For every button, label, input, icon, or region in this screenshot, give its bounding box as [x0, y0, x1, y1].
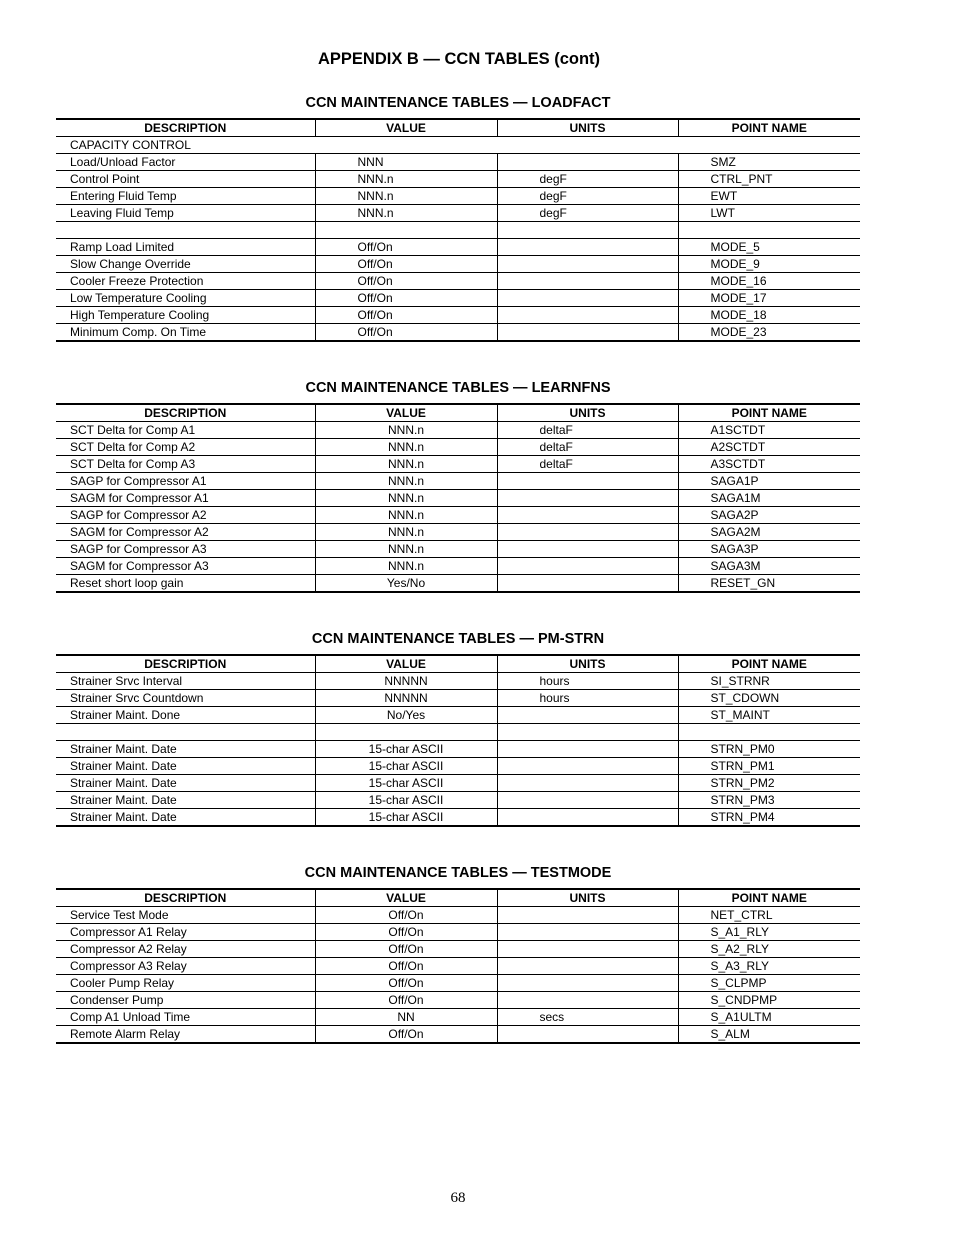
cell-description: Leaving Fluid Temp [56, 205, 315, 222]
cell-units [497, 758, 678, 775]
header-point-name: POINT NAME [678, 655, 860, 673]
cell-value: NNN.n [315, 558, 497, 575]
cell-value: No/Yes [315, 707, 497, 724]
header-description: DESCRIPTION [144, 406, 227, 420]
cell-value: Off/On [315, 290, 497, 307]
cell-value: Off/On [315, 924, 497, 941]
cell-description: Service Test Mode [56, 907, 315, 924]
cell-units [497, 558, 678, 575]
cell-description: High Temperature Cooling [56, 307, 315, 324]
table-row [56, 975, 860, 992]
table-row [56, 941, 860, 958]
section-loadfact [56, 92, 860, 342]
table-row [56, 809, 860, 827]
table-row [56, 188, 860, 205]
cell-description: Strainer Maint. Date [56, 809, 315, 827]
cell-units [497, 958, 678, 975]
cell-point-name: A2SCTDT [678, 439, 860, 456]
cell-description: SCT Delta for Comp A2 [56, 439, 315, 456]
header-description: DESCRIPTION [144, 121, 227, 135]
cell-units: degF [497, 205, 678, 222]
cell-point-name: S_A1_RLY [678, 924, 860, 941]
page-number: 68 [450, 1190, 466, 1206]
cell-units [497, 907, 678, 924]
table-row [56, 205, 860, 222]
cell-point-name: EWT [678, 188, 860, 205]
cell-value: Off/On [315, 907, 497, 924]
section-title: CCN MAINTENANCE TABLES — TESTMODE [304, 865, 612, 881]
header-units: UNITS [497, 119, 678, 137]
header-description: DESCRIPTION [144, 657, 227, 671]
cell-description: Entering Fluid Temp [56, 188, 315, 205]
cell-point-name: S_A2_RLY [678, 941, 860, 958]
cell-point-name [678, 724, 860, 741]
cell-units [497, 222, 678, 239]
cell-value: NNN.n [315, 456, 497, 473]
cell-units [497, 273, 678, 290]
header-units: UNITS [497, 889, 678, 907]
table-row [56, 775, 860, 792]
cell-description: Minimum Comp. On Time [56, 324, 315, 342]
table-header-row [56, 655, 860, 673]
cell-point-name: MODE_18 [678, 307, 860, 324]
cell-value: NNN.n [315, 524, 497, 541]
cell-point-name: STRN_PM2 [678, 775, 860, 792]
cell-description: SAGP for Compressor A1 [56, 473, 315, 490]
table-row [56, 741, 860, 758]
section-title: CCN MAINTENANCE TABLES — LOADFACT [305, 95, 611, 111]
cell-point-name: STRN_PM3 [678, 792, 860, 809]
cell-value: Off/On [315, 324, 497, 342]
table-row [56, 758, 860, 775]
cell-description: Strainer Maint. Date [56, 792, 315, 809]
cell-value: 15-char ASCII [315, 758, 497, 775]
table-row [56, 507, 860, 524]
table-row [56, 239, 860, 256]
cell-point-name: S_A3_RLY [678, 958, 860, 975]
header-description: DESCRIPTION [144, 891, 227, 905]
cell-point-name: SAGA3P [678, 541, 860, 558]
cell-description: Low Temperature Cooling [56, 290, 315, 307]
cell-value: NNN.n [315, 188, 497, 205]
cell-description: Compressor A1 Relay [56, 924, 315, 941]
header-value: VALUE [315, 404, 497, 422]
group-row [56, 137, 860, 154]
cell-description [56, 222, 315, 239]
group-label: CAPACITY CONTROL [56, 137, 860, 154]
cell-value: Off/On [315, 975, 497, 992]
cell-value: NNNNN [315, 690, 497, 707]
cell-point-name: S_A1ULTM [678, 1009, 860, 1026]
cell-description: Strainer Srvc Countdown [56, 690, 315, 707]
cell-description: Ramp Load Limited [56, 239, 315, 256]
header-value: VALUE [315, 889, 497, 907]
header-units: UNITS [497, 655, 678, 673]
cell-units [497, 324, 678, 342]
cell-value: NN [315, 1009, 497, 1026]
cell-units [497, 992, 678, 1009]
cell-point-name: MODE_17 [678, 290, 860, 307]
cell-point-name: SAGA2M [678, 524, 860, 541]
cell-value: Off/On [315, 273, 497, 290]
cell-point-name: SI_STRNR [678, 673, 860, 690]
cell-description: SAGP for Compressor A2 [56, 507, 315, 524]
cell-description: Reset short loop gain [56, 575, 315, 593]
cell-value: NNN.n [315, 422, 497, 439]
table-row [56, 171, 860, 188]
cell-units [497, 290, 678, 307]
cell-units: degF [497, 188, 678, 205]
cell-units [497, 541, 678, 558]
cell-units [497, 809, 678, 827]
cell-units [497, 724, 678, 741]
cell-description: SCT Delta for Comp A1 [56, 422, 315, 439]
cell-description: Condenser Pump [56, 992, 315, 1009]
cell-value: Yes/No [315, 575, 497, 593]
cell-value [315, 724, 497, 741]
table-header-row [56, 404, 860, 422]
table-row [56, 456, 860, 473]
cell-point-name: CTRL_PNT [678, 171, 860, 188]
table-row [56, 958, 860, 975]
table-row [56, 907, 860, 924]
cell-description: SAGP for Compressor A3 [56, 541, 315, 558]
cell-value: NNN.n [315, 507, 497, 524]
cell-value: NNNNN [315, 673, 497, 690]
cell-point-name: ST_CDOWN [678, 690, 860, 707]
cell-value: 15-char ASCII [315, 792, 497, 809]
cell-description: SCT Delta for Comp A3 [56, 456, 315, 473]
cell-units [497, 256, 678, 273]
cell-units [497, 741, 678, 758]
cell-value: 15-char ASCII [315, 741, 497, 758]
header-value: VALUE [315, 655, 497, 673]
cell-point-name: STRN_PM4 [678, 809, 860, 827]
table-row [56, 222, 860, 239]
table-row [56, 307, 860, 324]
cell-description: SAGM for Compressor A2 [56, 524, 315, 541]
cell-point-name: NET_CTRL [678, 907, 860, 924]
cell-units: degF [497, 171, 678, 188]
cell-units [497, 792, 678, 809]
cell-point-name: LWT [678, 205, 860, 222]
cell-units [497, 775, 678, 792]
cell-point-name: STRN_PM1 [678, 758, 860, 775]
cell-value [315, 222, 497, 239]
cell-point-name: MODE_9 [678, 256, 860, 273]
section-learnfns [56, 377, 860, 593]
cell-point-name: STRN_PM0 [678, 741, 860, 758]
cell-description: Compressor A2 Relay [56, 941, 315, 958]
cell-point-name: ST_MAINT [678, 707, 860, 724]
cell-point-name: A3SCTDT [678, 456, 860, 473]
cell-value: Off/On [315, 256, 497, 273]
table-row [56, 1009, 860, 1026]
table-row [56, 490, 860, 507]
cell-units [497, 524, 678, 541]
cell-description: Remote Alarm Relay [56, 1026, 315, 1044]
cell-value: NNN.n [315, 490, 497, 507]
table-row [56, 324, 860, 342]
cell-units [497, 941, 678, 958]
cell-point-name: SAGA1M [678, 490, 860, 507]
cell-description: Control Point [56, 171, 315, 188]
cell-description: Cooler Freeze Protection [56, 273, 315, 290]
cell-value: NNN.n [315, 205, 497, 222]
cell-units [497, 575, 678, 593]
cell-value: Off/On [315, 239, 497, 256]
table-row [56, 792, 860, 809]
cell-description: Strainer Maint. Done [56, 707, 315, 724]
cell-value: Off/On [315, 307, 497, 324]
header-point-name: POINT NAME [678, 119, 860, 137]
cell-point-name [678, 222, 860, 239]
table-row [56, 724, 860, 741]
cell-point-name: MODE_5 [678, 239, 860, 256]
cell-value: NNN.n [315, 439, 497, 456]
cell-point-name: A1SCTDT [678, 422, 860, 439]
header-point-name: POINT NAME [678, 404, 860, 422]
section-title: CCN MAINTENANCE TABLES — PM-STRN [311, 631, 605, 647]
cell-point-name: SAGA3M [678, 558, 860, 575]
page-title: APPENDIX B — CCN TABLES (cont) [317, 50, 601, 68]
cell-units [497, 490, 678, 507]
table-row [56, 992, 860, 1009]
cell-value: Off/On [315, 941, 497, 958]
table-row [56, 924, 860, 941]
cell-point-name: MODE_23 [678, 324, 860, 342]
cell-units [497, 1026, 678, 1044]
cell-description: Load/Unload Factor [56, 154, 315, 171]
cell-description: Slow Change Override [56, 256, 315, 273]
cell-units: deltaF [497, 456, 678, 473]
cell-point-name: MODE_16 [678, 273, 860, 290]
cell-units [497, 975, 678, 992]
cell-value: NNN.n [315, 171, 497, 188]
table-row [56, 541, 860, 558]
table-row [56, 1026, 860, 1044]
cell-units [497, 239, 678, 256]
cell-units: deltaF [497, 439, 678, 456]
table-row [56, 273, 860, 290]
cell-units [497, 473, 678, 490]
header-units: UNITS [497, 404, 678, 422]
cell-units: secs [497, 1009, 678, 1026]
cell-value: Off/On [315, 992, 497, 1009]
cell-value: Off/On [315, 1026, 497, 1044]
cell-value: 15-char ASCII [315, 775, 497, 792]
cell-description: Strainer Maint. Date [56, 741, 315, 758]
table-row [56, 690, 860, 707]
table-header-row [56, 119, 860, 137]
cell-units: deltaF [497, 422, 678, 439]
table-row [56, 154, 860, 171]
cell-units: hours [497, 673, 678, 690]
table-row [56, 473, 860, 490]
cell-description: Strainer Srvc Interval [56, 673, 315, 690]
cell-value: 15-char ASCII [315, 809, 497, 827]
cell-description: Cooler Pump Relay [56, 975, 315, 992]
cell-description: SAGM for Compressor A3 [56, 558, 315, 575]
cell-value: NNN [315, 154, 497, 171]
cell-description [56, 724, 315, 741]
cell-value: Off/On [315, 958, 497, 975]
table-header-row [56, 889, 860, 907]
cell-point-name: SAGA2P [678, 507, 860, 524]
cell-point-name: S_ALM [678, 1026, 860, 1044]
table-row [56, 575, 860, 593]
cell-units [497, 154, 678, 171]
cell-units [497, 507, 678, 524]
cell-point-name: S_CNDPMP [678, 992, 860, 1009]
table-pm-strn [56, 654, 860, 827]
cell-point-name: SAGA1P [678, 473, 860, 490]
table-row [56, 524, 860, 541]
table-row [56, 439, 860, 456]
table-loadfact [56, 118, 860, 342]
cell-units [497, 707, 678, 724]
table-row [56, 256, 860, 273]
table-row [56, 673, 860, 690]
cell-description: Compressor A3 Relay [56, 958, 315, 975]
cell-units [497, 924, 678, 941]
cell-description: Strainer Maint. Date [56, 775, 315, 792]
header-point-name: POINT NAME [678, 889, 860, 907]
cell-point-name: SMZ [678, 154, 860, 171]
cell-description: Strainer Maint. Date [56, 758, 315, 775]
table-testmode [56, 888, 860, 1044]
section-pm-strn [56, 628, 860, 827]
cell-units: hours [497, 690, 678, 707]
cell-description: SAGM for Compressor A1 [56, 490, 315, 507]
cell-description: Comp A1 Unload Time [56, 1009, 315, 1026]
table-row [56, 707, 860, 724]
cell-units [497, 307, 678, 324]
table-row [56, 558, 860, 575]
table-row [56, 422, 860, 439]
table-learnfns [56, 403, 860, 593]
cell-point-name: S_CLPMP [678, 975, 860, 992]
table-row [56, 290, 860, 307]
cell-value: NNN.n [315, 541, 497, 558]
cell-point-name: RESET_GN [678, 575, 860, 593]
cell-value: NNN.n [315, 473, 497, 490]
header-value: VALUE [315, 119, 497, 137]
section-testmode [56, 862, 860, 1044]
section-title: CCN MAINTENANCE TABLES — LEARNFNS [305, 380, 611, 396]
